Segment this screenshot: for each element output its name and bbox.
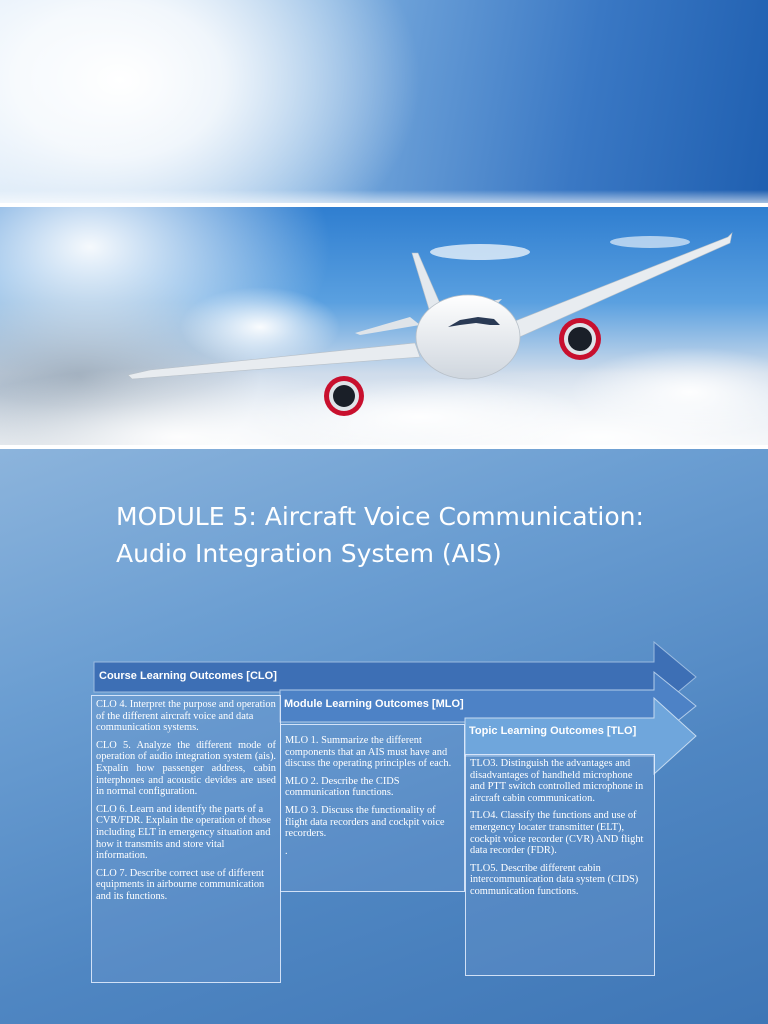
tlo-heading: Topic Learning Outcomes [TLO] bbox=[469, 725, 637, 737]
mlo-box bbox=[280, 724, 465, 892]
mlo-item: MLO 3. Discuss the functionality of flight data recorders and cockpit voice recorders. bbox=[285, 804, 445, 840]
clo-item: CLO 6. Learn and identify the parts of a CVR/FDR. Explain the operation of those including ELT in emergency situation and how it transmits and store vital information. bbox=[96, 803, 271, 862]
mlo-item: . bbox=[285, 845, 288, 857]
clo-item: CLO 4. Interpret the purpose and operation of the different aircraft voice and data communication systems. bbox=[96, 699, 276, 734]
tlo-box bbox=[465, 754, 655, 976]
mlo-item: MLO 2. Describe the CIDS communication functions. bbox=[285, 775, 400, 799]
clo-box bbox=[91, 695, 281, 983]
clo-item: CLO 5. Analyze the different mode of operation of audio integration system (ais). Expalin how passenger address, cabin interphones and acoustic devides are used in normal configuration. bbox=[96, 739, 276, 798]
page-title: MODULE 5: Aircraft Voice Communication: Audio Integration System (AIS) bbox=[116, 502, 644, 568]
mlo-item: MLO 1. Summarize the different components that an AIS must have and discuss the operating principles of each. bbox=[285, 735, 452, 770]
tlo-item: TLO5. Describe different cabin intercommunication data system (CIDS) communication functions. bbox=[470, 862, 639, 897]
mlo-heading: Module Learning Outcomes [MLO] bbox=[284, 698, 464, 710]
tlo-item: TLO4. Classify the functions and use of emergency locater transmitter (ELT), cockpit voice recorder (CVR) AND flight data recorder (FDR). bbox=[470, 810, 644, 857]
tlo-item: TLO3. Distinguish the advantages and disadvantages of handheld microphone and PTT switch controlled microphone in aircraft cabin communication. bbox=[470, 758, 644, 804]
clo-heading: Course Learning Outcomes [CLO] bbox=[99, 670, 277, 682]
clo-item: CLO 7. Describe correct use of different equipments in airbourne communication and its functions. bbox=[96, 867, 265, 902]
